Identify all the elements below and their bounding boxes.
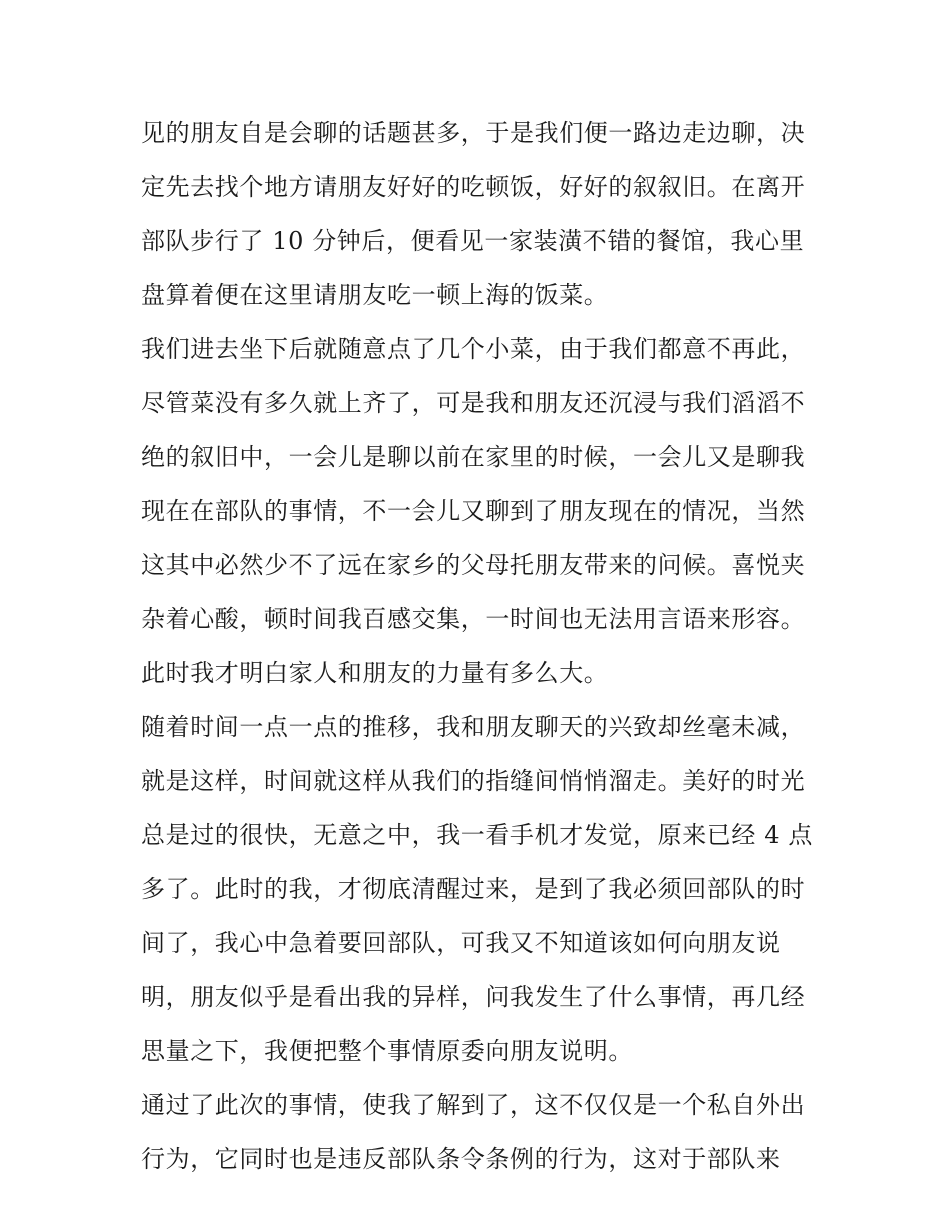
text-line: 通过了此次的事情，使我了解到了，这不仅仅是一个私自外出 xyxy=(141,1091,806,1119)
text-line: 绝的叙旧中，一会儿是聊以前在家里的时候，一会儿又是聊我 xyxy=(141,443,806,471)
text-line: 思量之下，我便把整个事情原委向朋友说明。 xyxy=(141,1037,633,1065)
text-line: 我们进去坐下后就随意点了几个小菜，由于我们都意不再此， xyxy=(141,335,806,363)
text-line: 明，朋友似乎是看出我的异样，问我发生了什么事情，再几经 xyxy=(141,983,806,1011)
document-body xyxy=(141,106,821,1186)
text-line: 行为，它同时也是违反部队条令条例的行为，这对于部队来 xyxy=(141,1145,781,1173)
text-line: 部队步行了 10 分钟后，便看见一家装潢不错的餐馆，我心里 xyxy=(141,227,805,255)
text-line: 现在在部队的事情，不一会儿又聊到了朋友现在的情况，当然 xyxy=(141,497,806,525)
text-line: 随着时间一点一点的推移，我和朋友聊天的兴致却丝毫未减， xyxy=(141,713,806,741)
text-line: 总是过的很快，无意之中，我一看手机才发觉，原来已经 4 点 xyxy=(141,821,813,849)
text-line: 就是这样，时间就这样从我们的指缝间悄悄溜走。美好的时光 xyxy=(141,767,806,795)
text-line: 多了。此时的我，才彻底清醒过来，是到了我必须回部队的时 xyxy=(141,875,806,903)
text-line: 尽管菜没有多久就上齐了，可是我和朋友还沉浸与我们滔滔不 xyxy=(141,389,806,417)
text-line: 这其中必然少不了远在家乡的父母托朋友带来的问候。喜悦夹 xyxy=(141,551,806,579)
text-line: 杂着心酸，顿时间我百感交集，一时间也无法用言语来形容。 xyxy=(141,605,806,633)
text-line: 定先去找个地方请朋友好好的吃顿饭，好好的叙叙旧。在离开 xyxy=(141,173,806,201)
text-line: 见的朋友自是会聊的话题甚多，于是我们便一路边走边聊，决 xyxy=(141,119,806,147)
text-line: 此时我才明白家人和朋友的力量有多么大。 xyxy=(141,659,609,687)
text-line: 盘算着便在这里请朋友吃一顿上海的饭菜。 xyxy=(141,281,609,309)
text-line: 间了，我心中急着要回部队，可我又不知道该如何向朋友说 xyxy=(141,929,781,957)
